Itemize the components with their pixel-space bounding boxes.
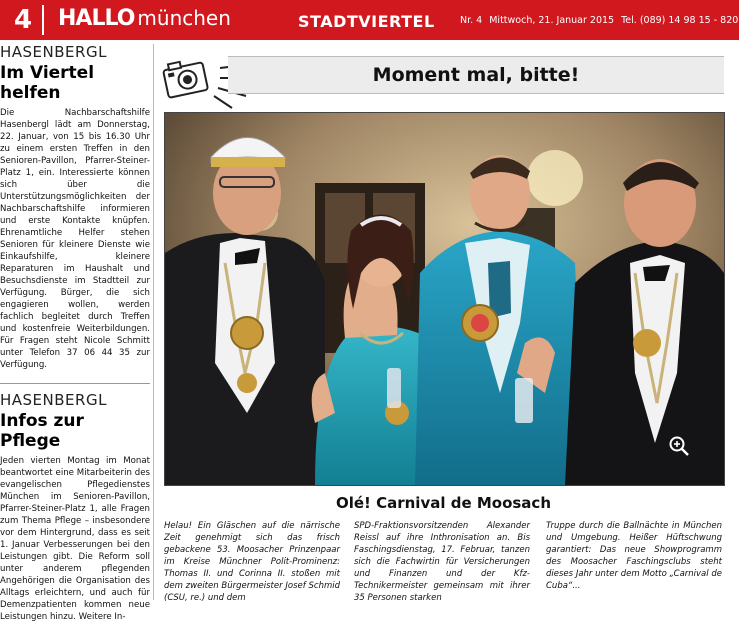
brand-name: HALLO bbox=[58, 6, 135, 31]
issue-number: Nr. 4 bbox=[460, 15, 483, 26]
article-im-viertel-helfen bbox=[0, 44, 150, 371]
caption-column-3: Truppe durch die Ballnächte in München und Umgebung. Heißer Hüftschwung garantiert: Das neue Showprogramm des Moosacher Faschingsclubs steht dieses Jahr unter dem Motto „Carnival de Cuba“... bbox=[546, 521, 722, 591]
article-kicker: HASENBERGL bbox=[0, 391, 107, 409]
caption-column-2: SPD-Fraktionsvorsitzenden Alexander Reissl auf ihre Inthronisation an. Bis Faschingsdienstag, 17. Februar, tanzen sich die Fachwirtin für Versicherungen und Finanzen und der Kfz-Technikermeister gemeinsam mit ihrer 35 Personen starken bbox=[354, 521, 530, 603]
carnival-photo[interactable] bbox=[164, 112, 725, 486]
caption-column-1: Helau! Ein Gläschen auf die närrische Zeit genehmigt sich das frisch gebackene 53. Moosacher Prinzenpaar im Kreise Münchner Polit-Prominenz: Thomas II. und Corinna II. stoßen mit dem zweiten Bürgermeister Josef Schmid (CSU, re.) und dem bbox=[164, 521, 340, 603]
left-news-column bbox=[0, 43, 150, 622]
article-infos-zur-pflege bbox=[0, 392, 150, 623]
article-kicker: HASENBERGL bbox=[0, 43, 107, 61]
article-headline: Infos zur Pflege bbox=[0, 411, 84, 451]
issue-info bbox=[460, 15, 745, 26]
article-divider bbox=[0, 383, 150, 384]
masthead-bar bbox=[0, 0, 739, 40]
brand-city: münchen bbox=[137, 6, 231, 30]
editorial-phone: Tel. (089) 14 98 15 - 820 bbox=[621, 15, 739, 26]
brand-logo[interactable] bbox=[58, 6, 231, 31]
article-headline: Im Viertel helfen bbox=[0, 63, 95, 103]
article-body: Die Nachbarschaftshilfe Hasenbergl lädt am Donnerstag, 22. Januar, von 15 bis 16.30 Uhr zu einem ersten Treffen in den Senioren-Pavillon, Pfarrer-Steiner-Platz 1, ein. Interessierte können sich über die Unterstützungsmöglichkeiten der Nachbarschaftshilfe informieren und erste Kontakte knüpfen. Ehrenamtliche Helfer stehen Senioren für kleinere Dienste wie Einkaufshilfe, kleinere Reparaturen im Haushalt und Besuchsdienste im Stadtteil zur Verfügung. Bürger, die sich engagieren wollen, werden fachlich begleitet durch Treffen und kostenfreie Weiterbildungen. Für Fragen steht Nicole Schmitt unter Telefon 37 06 44 35 zur Verfügung. bbox=[0, 108, 150, 370]
issue-date: Mittwoch, 21. Januar 2015 bbox=[489, 15, 615, 26]
page-number: 4 bbox=[13, 5, 33, 35]
photo-caption bbox=[164, 520, 723, 603]
feature-title: Moment mal, bitte! bbox=[228, 56, 724, 94]
article-body: Jeden vierten Montag im Monat beantwortet eine Mitarbeiterin des evangelischen Pflegedienstes München im Senioren-Pavillon, Pfarrer-Steiner-Platz 1, alle Fragen zum Thema Pflege – insbesondere vor dem Hintergrund, dass es seit 1. Januar Verbesserungen bei den Leistungen gibt. Die Reform soll unter anderem pflegenden Angehörigen die Organisation des Alltags erleichtern, und auch für Demenzpatienten kommen neue Leistungen hinzu. Weitere In- bbox=[0, 456, 150, 622]
masthead-divider bbox=[42, 5, 44, 35]
zoom-in-icon[interactable] bbox=[668, 435, 690, 457]
column-divider bbox=[153, 44, 154, 600]
photo-caption-title: Olé! Carnival de Moosach bbox=[335, 494, 552, 512]
section-title: STADTVIERTEL bbox=[298, 12, 435, 31]
